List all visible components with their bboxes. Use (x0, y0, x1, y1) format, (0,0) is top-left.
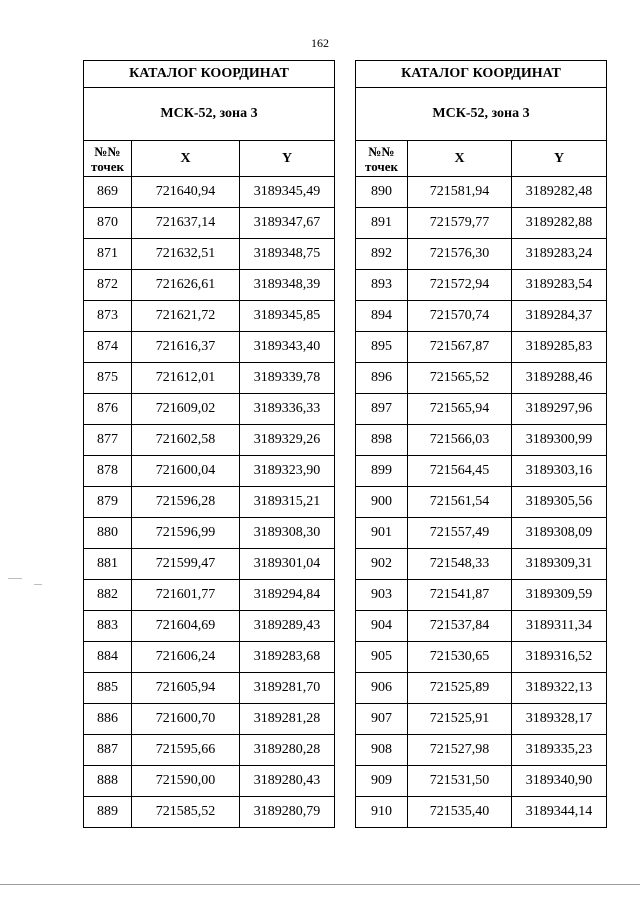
y-coordinate-cell: 3189301,04 (240, 549, 335, 580)
table-row (84, 673, 335, 704)
point-number-cell: 891 (356, 208, 408, 239)
column-header-x: X (408, 141, 512, 177)
point-number-cell: 873 (84, 301, 132, 332)
x-coordinate-cell: 721609,02 (132, 394, 240, 425)
y-coordinate-cell: 3189294,84 (240, 580, 335, 611)
x-coordinate-cell: 721565,52 (408, 363, 512, 394)
x-coordinate-cell: 721557,49 (408, 518, 512, 549)
point-number-cell: 888 (84, 766, 132, 797)
x-coordinate-cell: 721590,00 (132, 766, 240, 797)
point-number-cell: 892 (356, 239, 408, 270)
point-number-cell: 875 (84, 363, 132, 394)
column-header-point-number: №№ точек (356, 141, 408, 177)
y-coordinate-cell: 3189329,26 (240, 425, 335, 456)
table-row (356, 301, 607, 332)
table-row (356, 363, 607, 394)
table-row (84, 425, 335, 456)
point-number-cell: 907 (356, 704, 408, 735)
y-coordinate-cell: 3189322,13 (512, 673, 607, 704)
point-number-cell: 896 (356, 363, 408, 394)
y-coordinate-cell: 3189315,21 (240, 487, 335, 518)
y-coordinate-cell: 3189281,70 (240, 673, 335, 704)
point-number-cell: 900 (356, 487, 408, 518)
x-coordinate-cell: 721565,94 (408, 394, 512, 425)
y-coordinate-cell: 3189309,59 (512, 580, 607, 611)
coordinate-table-left (83, 60, 335, 828)
point-number-cell: 895 (356, 332, 408, 363)
y-coordinate-cell: 3189303,16 (512, 456, 607, 487)
table-row (356, 270, 607, 301)
y-coordinate-cell: 3189328,17 (512, 704, 607, 735)
table-row (356, 208, 607, 239)
point-number-cell: 884 (84, 642, 132, 673)
point-number-cell: 901 (356, 518, 408, 549)
x-coordinate-cell: 721570,74 (408, 301, 512, 332)
x-coordinate-cell: 721525,91 (408, 704, 512, 735)
table-row (356, 332, 607, 363)
y-coordinate-cell: 3189309,31 (512, 549, 607, 580)
x-coordinate-cell: 721637,14 (132, 208, 240, 239)
point-number-cell: 904 (356, 611, 408, 642)
table-row (84, 394, 335, 425)
table-row (356, 611, 607, 642)
x-coordinate-cell: 721599,47 (132, 549, 240, 580)
table-row (84, 301, 335, 332)
y-coordinate-cell: 3189283,24 (512, 239, 607, 270)
x-coordinate-cell: 721595,66 (132, 735, 240, 766)
table-row (84, 332, 335, 363)
y-coordinate-cell: 3189283,68 (240, 642, 335, 673)
x-coordinate-cell: 721579,77 (408, 208, 512, 239)
point-number-cell: 887 (84, 735, 132, 766)
zone-label: МСК-52, зона 3 (84, 88, 335, 141)
point-number-cell: 882 (84, 580, 132, 611)
table-row (356, 642, 607, 673)
point-number-cell: 869 (84, 177, 132, 208)
y-coordinate-cell: 3189300,99 (512, 425, 607, 456)
y-coordinate-cell: 3189347,67 (240, 208, 335, 239)
point-number-cell: 899 (356, 456, 408, 487)
table-row (356, 735, 607, 766)
x-coordinate-cell: 721621,72 (132, 301, 240, 332)
x-coordinate-cell: 721600,70 (132, 704, 240, 735)
point-number-cell: 897 (356, 394, 408, 425)
x-coordinate-cell: 721616,37 (132, 332, 240, 363)
y-coordinate-cell: 3189282,48 (512, 177, 607, 208)
scan-mark (8, 578, 22, 579)
x-coordinate-cell: 721535,40 (408, 797, 512, 828)
table-row (356, 797, 607, 828)
scan-edge-line (0, 884, 640, 885)
table-row (84, 735, 335, 766)
y-coordinate-cell: 3189289,43 (240, 611, 335, 642)
point-number-cell: 885 (84, 673, 132, 704)
y-coordinate-cell: 3189282,88 (512, 208, 607, 239)
x-coordinate-cell: 721530,65 (408, 642, 512, 673)
x-coordinate-cell: 721527,98 (408, 735, 512, 766)
table-row (356, 704, 607, 735)
page-number: 162 (311, 36, 329, 50)
table-row (84, 239, 335, 270)
point-number-cell: 898 (356, 425, 408, 456)
point-number-cell: 902 (356, 549, 408, 580)
point-number-cell: 877 (84, 425, 132, 456)
table-row (84, 611, 335, 642)
point-number-cell: 906 (356, 673, 408, 704)
x-coordinate-cell: 721602,58 (132, 425, 240, 456)
point-number-cell: 905 (356, 642, 408, 673)
y-coordinate-cell: 3189344,14 (512, 797, 607, 828)
catalog-title: КАТАЛОГ КООРДИНАТ (356, 61, 607, 88)
table-row (84, 363, 335, 394)
table-row (356, 673, 607, 704)
catalog-title: КАТАЛОГ КООРДИНАТ (84, 61, 335, 88)
coordinate-table-right (355, 60, 607, 828)
point-number-cell: 874 (84, 332, 132, 363)
x-coordinate-cell: 721640,94 (132, 177, 240, 208)
x-coordinate-cell: 721604,69 (132, 611, 240, 642)
y-coordinate-cell: 3189305,56 (512, 487, 607, 518)
table-row (356, 456, 607, 487)
table-row (84, 487, 335, 518)
x-coordinate-cell: 721541,87 (408, 580, 512, 611)
y-coordinate-cell: 3189335,23 (512, 735, 607, 766)
point-number-cell: 876 (84, 394, 132, 425)
x-coordinate-cell: 721596,99 (132, 518, 240, 549)
y-coordinate-cell: 3189348,75 (240, 239, 335, 270)
x-coordinate-cell: 721567,87 (408, 332, 512, 363)
zone-label: МСК-52, зона 3 (356, 88, 607, 141)
table-row (356, 239, 607, 270)
table-row (356, 177, 607, 208)
table-row (84, 177, 335, 208)
y-coordinate-cell: 3189284,37 (512, 301, 607, 332)
table-row (84, 797, 335, 828)
point-number-cell: 908 (356, 735, 408, 766)
point-number-cell: 880 (84, 518, 132, 549)
table-row (84, 518, 335, 549)
table-row (356, 394, 607, 425)
y-coordinate-cell: 3189339,78 (240, 363, 335, 394)
point-number-cell: 870 (84, 208, 132, 239)
column-header-y: Y (512, 141, 607, 177)
table-row (356, 580, 607, 611)
x-coordinate-cell: 721600,04 (132, 456, 240, 487)
y-coordinate-cell: 3189323,90 (240, 456, 335, 487)
y-coordinate-cell: 3189311,34 (512, 611, 607, 642)
table-row (84, 704, 335, 735)
x-coordinate-cell: 721612,01 (132, 363, 240, 394)
y-coordinate-cell: 3189345,85 (240, 301, 335, 332)
x-coordinate-cell: 721572,94 (408, 270, 512, 301)
y-coordinate-cell: 3189348,39 (240, 270, 335, 301)
x-coordinate-cell: 721606,24 (132, 642, 240, 673)
table-row (356, 425, 607, 456)
x-coordinate-cell: 721531,50 (408, 766, 512, 797)
y-coordinate-cell: 3189336,33 (240, 394, 335, 425)
y-coordinate-cell: 3189288,46 (512, 363, 607, 394)
point-number-cell: 878 (84, 456, 132, 487)
point-number-cell: 894 (356, 301, 408, 332)
y-coordinate-cell: 3189308,09 (512, 518, 607, 549)
x-coordinate-cell: 721525,89 (408, 673, 512, 704)
point-number-cell: 893 (356, 270, 408, 301)
point-number-cell: 872 (84, 270, 132, 301)
y-coordinate-cell: 3189285,83 (512, 332, 607, 363)
column-header-x: X (132, 141, 240, 177)
table-row (84, 766, 335, 797)
x-coordinate-cell: 721537,84 (408, 611, 512, 642)
x-coordinate-cell: 721596,28 (132, 487, 240, 518)
scan-mark (34, 584, 42, 585)
table-row (84, 456, 335, 487)
y-coordinate-cell: 3189316,52 (512, 642, 607, 673)
table-row (84, 270, 335, 301)
x-coordinate-cell: 721548,33 (408, 549, 512, 580)
point-number-cell: 879 (84, 487, 132, 518)
table-row (84, 208, 335, 239)
column-header-point-number: №№ точек (84, 141, 132, 177)
x-coordinate-cell: 721566,03 (408, 425, 512, 456)
point-number-cell: 881 (84, 549, 132, 580)
point-number-cell: 910 (356, 797, 408, 828)
table-row (84, 642, 335, 673)
y-coordinate-cell: 3189308,30 (240, 518, 335, 549)
y-coordinate-cell: 3189280,28 (240, 735, 335, 766)
x-coordinate-cell: 721581,94 (408, 177, 512, 208)
x-coordinate-cell: 721605,94 (132, 673, 240, 704)
x-coordinate-cell: 721626,61 (132, 270, 240, 301)
x-coordinate-cell: 721576,30 (408, 239, 512, 270)
y-coordinate-cell: 3189345,49 (240, 177, 335, 208)
y-coordinate-cell: 3189297,96 (512, 394, 607, 425)
y-coordinate-cell: 3189280,43 (240, 766, 335, 797)
table-row (356, 518, 607, 549)
table-row (356, 766, 607, 797)
y-coordinate-cell: 3189281,28 (240, 704, 335, 735)
table-row (356, 487, 607, 518)
point-number-cell: 890 (356, 177, 408, 208)
point-number-cell: 871 (84, 239, 132, 270)
point-number-cell: 883 (84, 611, 132, 642)
column-header-y: Y (240, 141, 335, 177)
point-number-cell: 903 (356, 580, 408, 611)
x-coordinate-cell: 721632,51 (132, 239, 240, 270)
y-coordinate-cell: 3189340,90 (512, 766, 607, 797)
point-number-cell: 909 (356, 766, 408, 797)
table-row (84, 580, 335, 611)
x-coordinate-cell: 721601,77 (132, 580, 240, 611)
table-row (356, 549, 607, 580)
x-coordinate-cell: 721561,54 (408, 487, 512, 518)
table-row (84, 549, 335, 580)
y-coordinate-cell: 3189343,40 (240, 332, 335, 363)
x-coordinate-cell: 721585,52 (132, 797, 240, 828)
point-number-cell: 889 (84, 797, 132, 828)
y-coordinate-cell: 3189283,54 (512, 270, 607, 301)
x-coordinate-cell: 721564,45 (408, 456, 512, 487)
point-number-cell: 886 (84, 704, 132, 735)
y-coordinate-cell: 3189280,79 (240, 797, 335, 828)
